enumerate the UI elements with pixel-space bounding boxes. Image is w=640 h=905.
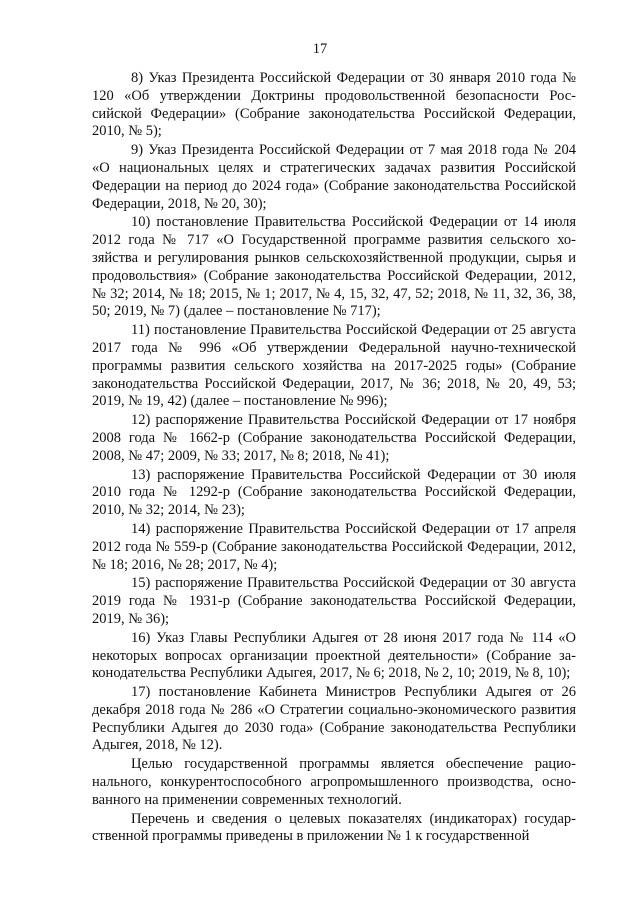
paragraph-item-11: 11) постановление Правительства Российской Федерации от 25 августа 2017 года № 996 «Об утверждении Федеральной научно-технической программы развития сельского хозяйства на 2017-2025 годы» (Собрание законодательства Российской Федерации, 2017, № 36; 2018, № 20, 49, 53; 2019, № 19, 42) (далее – постановление № 996); bbox=[92, 322, 576, 410]
paragraph-item-9: 9) Указ Президента Российской Федерации от 7 мая 2018 года № 204 «О национальных целях и стратегических задачах развития Российской Федерации на период до 2024 года» (Собрание законодательства Российской Федерации, 2018, № 20, 30); bbox=[92, 142, 576, 212]
paragraph-item-13: 13) распоряжение Правительства Российской Федерации от 30 июля 2010 года № 1292-р (Собрание законодательства Российской Федерации, 2010, № 32; 2014, № 23); bbox=[92, 466, 576, 519]
paragraph-item-16: 16) Указ Главы Республики Адыгея от 28 июня 2017 года № 114 «О некоторых вопросах организации проектной деятельности» (Собрание законодательства Республики Адыгея, 2017, № 6; 2018, № 2, 10; 2019, № 8, 10); bbox=[92, 629, 576, 682]
paragraph-item-17: 17) постановление Кабинета Министров Республики Адыгея от 26 декабря 2018 года № 286 «О Стратегии социально-экономического развития Республики Адыгея до 2030 года» (Собрание законодательства Республики Адыгея, 2018, № 12). bbox=[92, 684, 576, 754]
paragraph-item-10: 10) постановление Правительства Российской Федерации от 14 июля 2012 года № 717 «О Государственной программе развития сельского хозяйства и регулирования рынков сельскохозяйственной продукции, сырья и продовольствия» (Собрание законодательства Российской Федерации, 2012, № 32; 2014, № 18; 2015, № 1; 2017, № 4, 15, 32, 47, 52; 2018, № 11, 32, 36, 38, 50; 2019, № 7) (далее – постановление № 717); bbox=[92, 214, 576, 320]
paragraph-program-goal: Целью государственной программы является обеспечение рационального, конкурентоспособного агропромышленного производства, основанного на применении современных технологий. bbox=[92, 756, 576, 808]
page-number: 17 bbox=[312, 41, 328, 57]
paragraph-item-8: 8) Указ Президента Российской Федерации от 30 января 2010 года № 120 «Об утверждении Доктрины продовольственной безопасности Российской Федерации» (Собрание законодательства Российской Федерации, 2010, № 5); bbox=[92, 70, 576, 140]
paragraph-item-15: 15) распоряжение Правительства Российской Федерации от 30 августа 2019 года № 1931-р (Собрание законодательства Российской Федерации, 2019, № 36); bbox=[92, 575, 576, 627]
paragraph-item-12: 12) распоряжение Правительства Российской Федерации от 17 ноября 2008 года № 1662-р (Собрание законодательства Российской Федерации, 2008, № 47; 2009, № 33; 2017, № 8; 2018, № 41); bbox=[92, 412, 576, 464]
paragraph-indicators: Перечень и сведения о целевых показателях (индикаторах) государственной программы приведены в приложении № 1 к государственной bbox=[92, 810, 576, 845]
document-body bbox=[92, 70, 576, 847]
paragraph-item-14: 14) распоряжение Правительства Российской Федерации от 17 апреля 2012 года № 559-р (Собрание законодательства Российской Федерации, 2012, № 18; 2016, № 28; 2017, № 4); bbox=[92, 520, 576, 573]
